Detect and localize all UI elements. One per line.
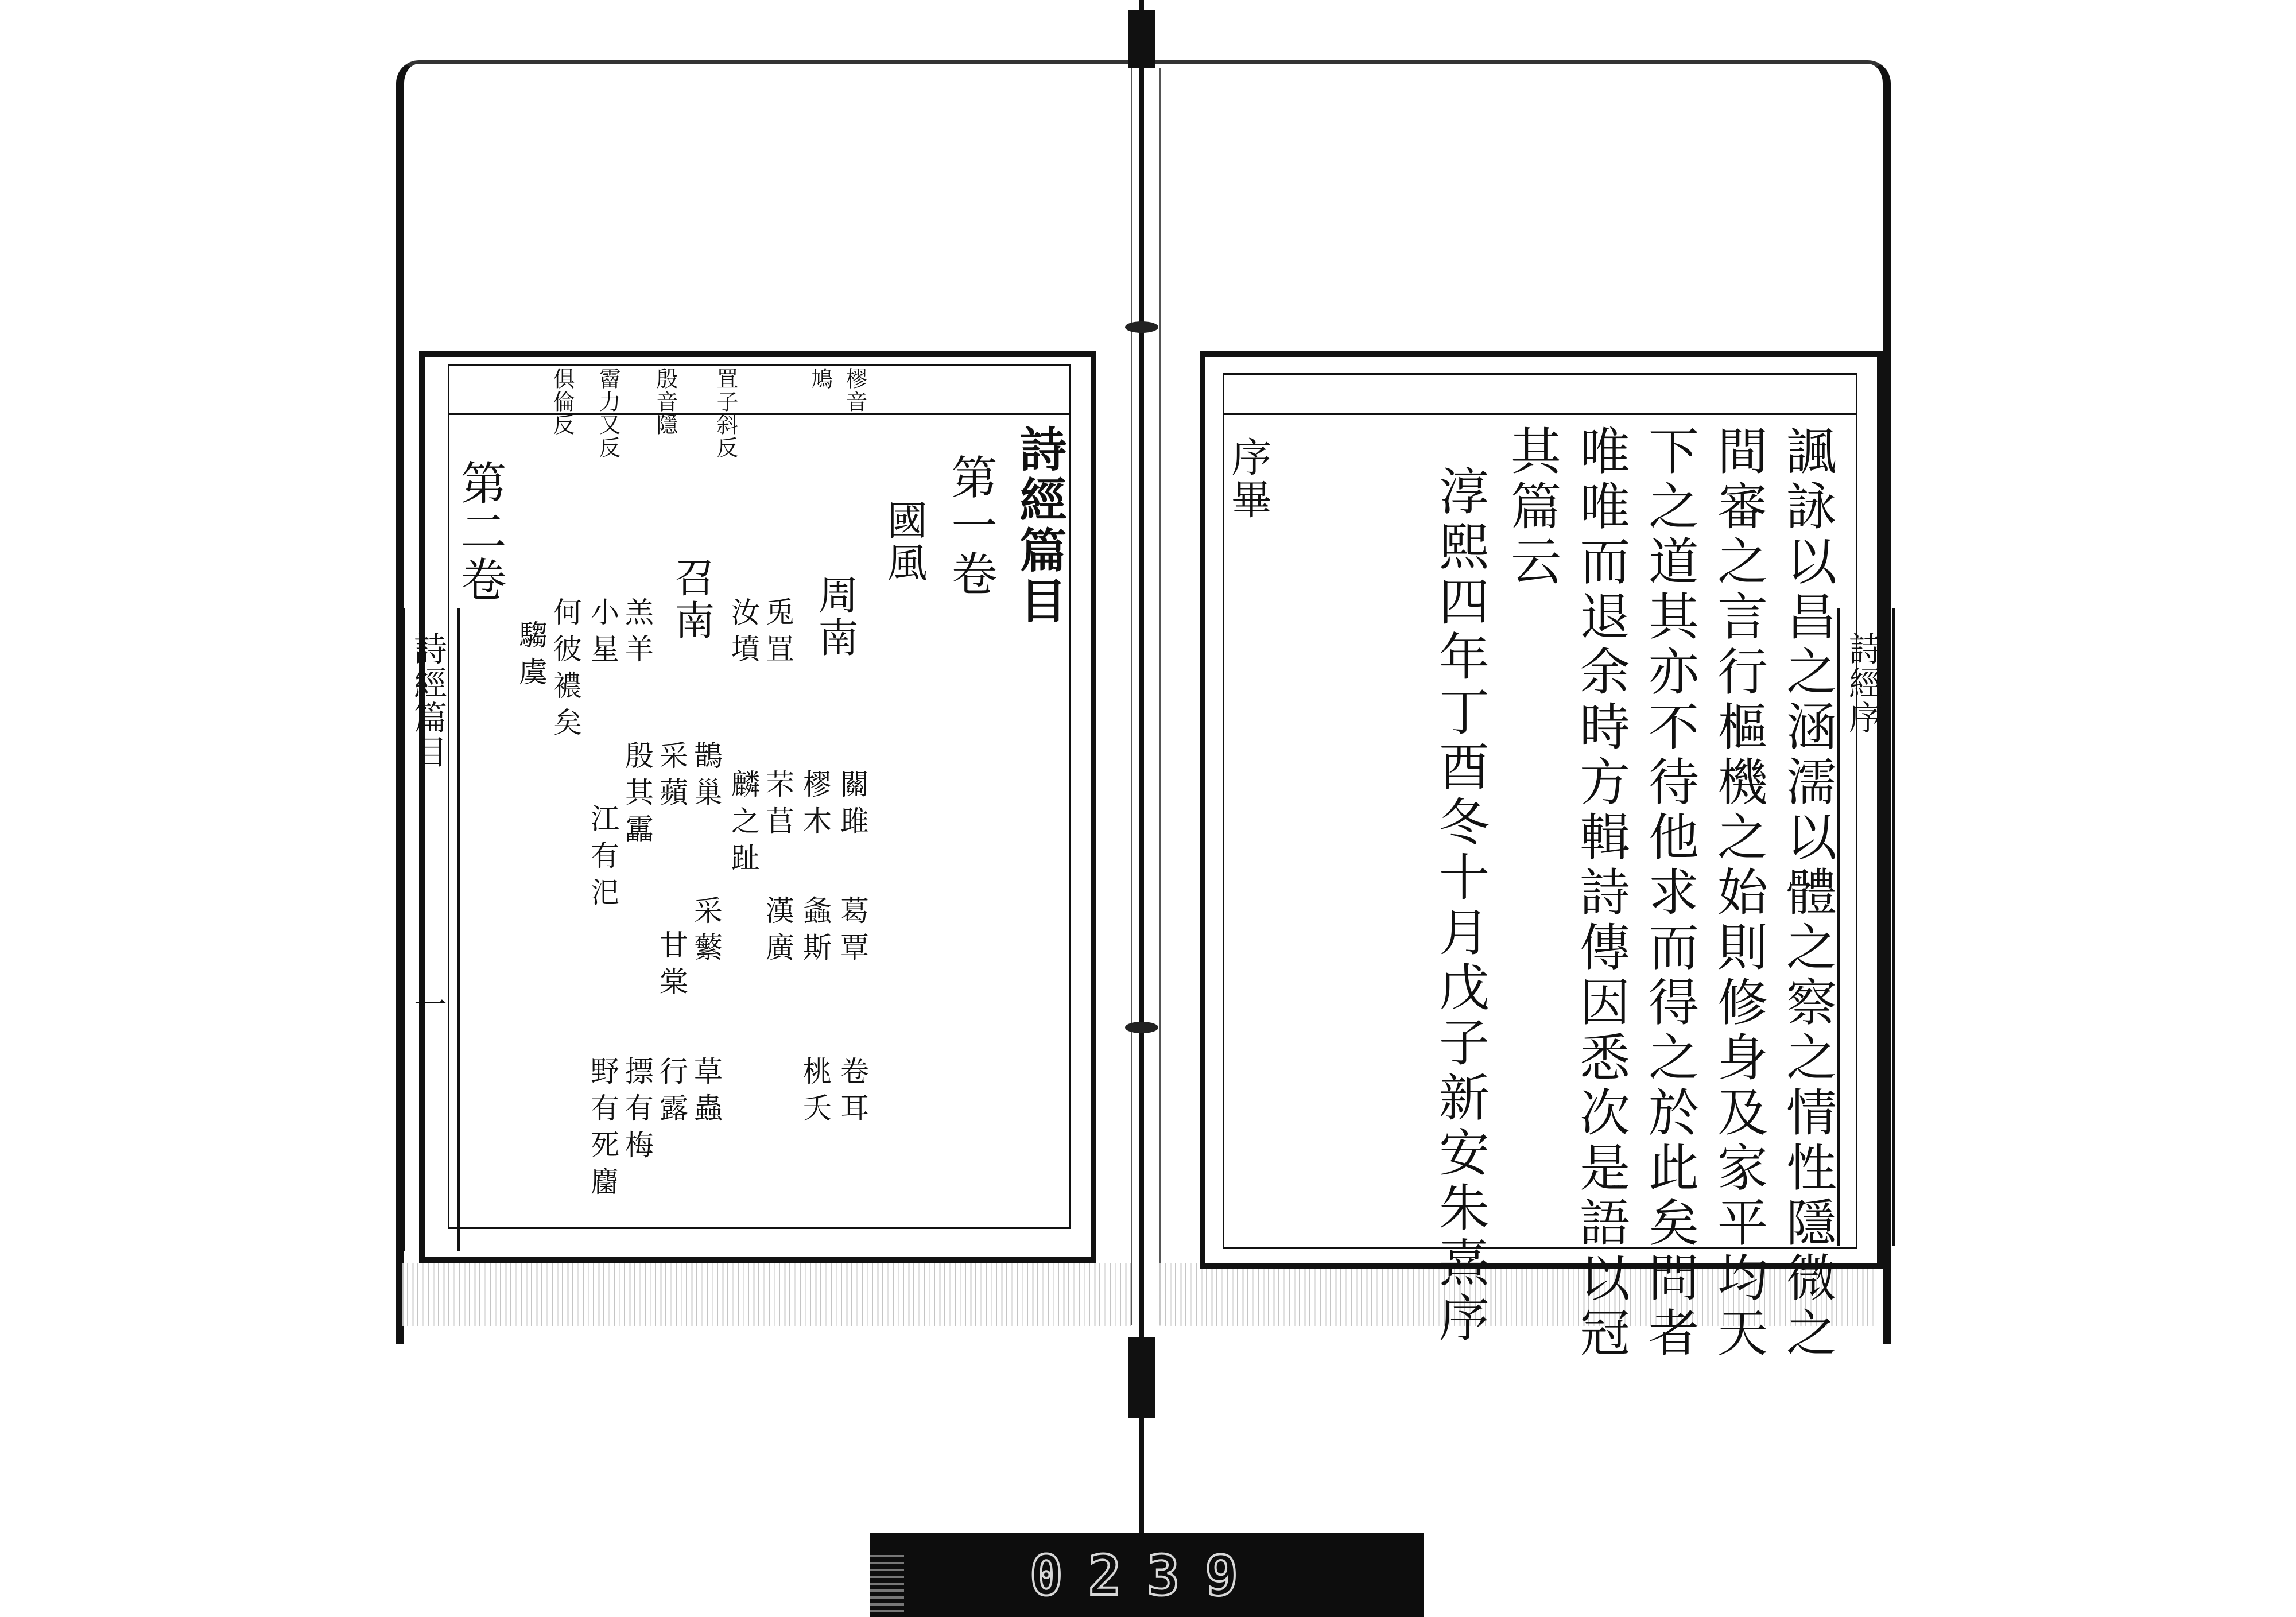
toc-item: 何彼襛矣 [549, 597, 582, 744]
phonetic-note: 樛音 [842, 367, 867, 413]
preface-column: 其篇云 [1503, 425, 1562, 590]
header-band-rule [1223, 413, 1857, 415]
zhounan-heading: 周南 [812, 574, 859, 659]
toc-item: 行露 [655, 1056, 688, 1130]
toc-item: 羔羊 [620, 597, 654, 670]
toc-item: 關雎 [836, 769, 869, 843]
preface-column: 唯唯而退余時方輯詩傳因悉次是語以冠 [1572, 425, 1631, 1362]
toc-item: 草蟲 [689, 1056, 723, 1130]
spine-binding-bottom [1128, 1337, 1155, 1418]
preface-column: 諷詠以昌之涵濡以體之察之情性隱微之 [1778, 425, 1837, 1362]
spine-binding-top [1128, 10, 1155, 68]
toc-item: 采蘩 [689, 895, 723, 969]
spine-knot [1125, 321, 1158, 333]
right-fore-edge [1159, 1263, 1877, 1326]
phonetic-note: 霤力又反 [595, 367, 620, 459]
call-number-text: 0239 [1029, 1544, 1264, 1608]
toc-item: 芣苢 [761, 769, 794, 843]
toc-item: 葛覃 [836, 895, 869, 969]
toc-item: 卷耳 [836, 1056, 869, 1130]
phonetic-note: 鳩 [808, 367, 833, 390]
toc-item: 漢廣 [761, 895, 794, 969]
preface-signature: 淳熙四年丁酉冬十月戊子新安朱熹序 [1431, 465, 1490, 1347]
toc-item: 摽有梅 [620, 1056, 654, 1166]
toc-item: 樛木 [798, 769, 832, 843]
page-number: 一 [408, 987, 447, 1022]
phonetic-note: 罝子斜反 [713, 367, 738, 459]
toc-item: 麟之趾 [727, 769, 760, 879]
volume-1-heading: 第一卷 [944, 453, 997, 598]
preface-end-mark: 序畢 [1225, 436, 1272, 521]
left-fore-edge [402, 1263, 1131, 1326]
section-guofeng: 國風 [881, 499, 928, 584]
header-band-rule [448, 413, 1069, 415]
toc-item: 殷其靁 [620, 740, 654, 851]
tab-title: 詩經序 [1843, 631, 1882, 735]
volume-2-heading: 第二卷 [453, 459, 506, 604]
phonetic-note: 俱倫反 [549, 367, 575, 436]
toc-item: 桃夭 [798, 1056, 832, 1130]
toc-item: 騶虞 [514, 620, 548, 693]
toc-item: 鵲巢 [689, 740, 723, 814]
toc-item: 汝墳 [727, 597, 760, 670]
toc-item: 江有汜 [586, 804, 619, 914]
spine-knot [1125, 1022, 1158, 1033]
shaonan-heading: 召南 [668, 557, 715, 642]
toc-item: 采蘋 [655, 740, 688, 814]
toc-item: 甘棠 [655, 930, 688, 1003]
toc-item: 野有死麕 [586, 1056, 619, 1203]
phonetic-note: 殷音隱 [653, 367, 678, 436]
toc-item: 兎罝 [761, 597, 794, 670]
page-title: 詩經篇目 [1012, 425, 1067, 627]
tab-title: 詩經篇目 [408, 631, 447, 769]
preface-column: 下之道其亦不待他求而得之於此矣問者 [1640, 425, 1700, 1362]
preface-column: 間審之言行樞機之始則修身及家平均天 [1709, 425, 1768, 1362]
spine-thread [1139, 0, 1144, 1550]
toc-item: 螽斯 [798, 895, 832, 969]
toc-item: 小星 [586, 597, 619, 670]
